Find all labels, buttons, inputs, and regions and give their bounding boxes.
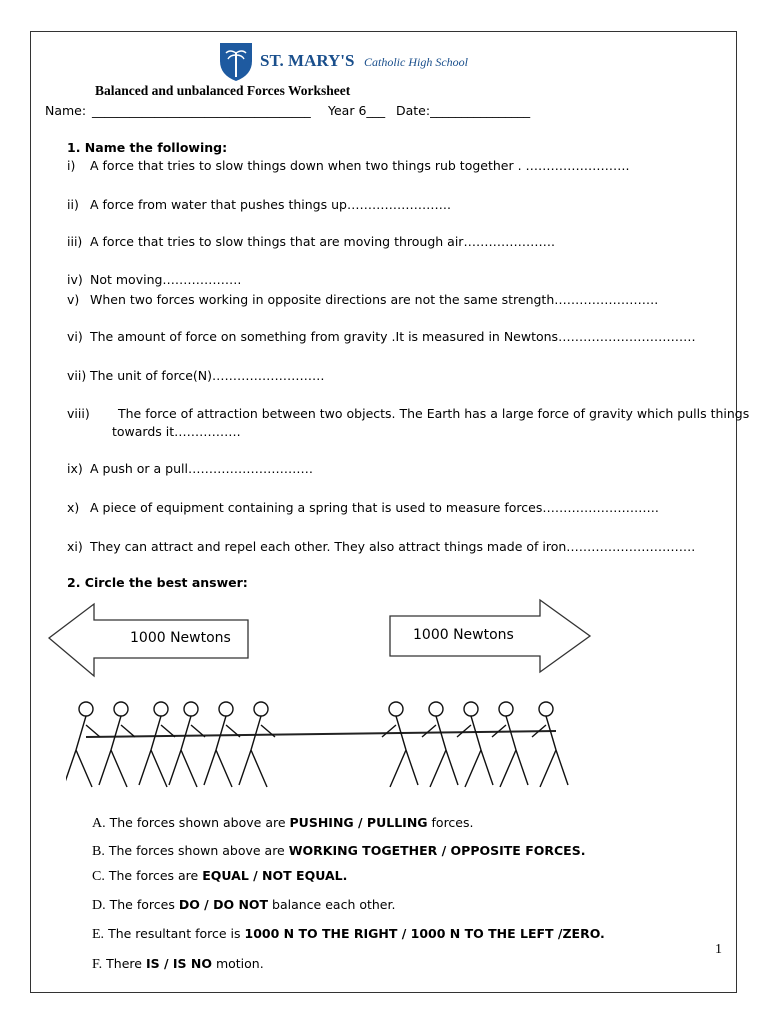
question-text[interactable]: A force that tries to slow things that are moving through air…………………. bbox=[90, 234, 555, 249]
name-field[interactable]: ___________________________________ bbox=[92, 103, 311, 118]
person-figure bbox=[457, 716, 493, 787]
answer-text-end: motion. bbox=[211, 956, 264, 971]
question-text[interactable]: A force from water that pushes things up……………………. bbox=[90, 197, 451, 212]
answer-choices: IS / IS NO bbox=[145, 956, 212, 971]
answer-choices: DO / DO NOT bbox=[178, 897, 269, 912]
question-number: viii) bbox=[67, 406, 90, 421]
year-field[interactable]: Year 6___ bbox=[328, 103, 386, 118]
person-figure bbox=[204, 716, 240, 787]
person-figure bbox=[139, 716, 175, 787]
question-text[interactable]: They can attract and repel each other. They also attract things made of iron…………………………. bbox=[90, 539, 696, 554]
answer-text: The forces are bbox=[108, 868, 203, 883]
question-number: xi) bbox=[67, 539, 83, 554]
left-arrow-label: 1000 Newtons bbox=[130, 630, 231, 646]
question-number: v) bbox=[67, 292, 80, 307]
tug-of-war-illustration bbox=[66, 695, 576, 800]
answer-text: There bbox=[106, 956, 146, 971]
answer-text: The forces bbox=[109, 897, 179, 912]
person-figure bbox=[492, 716, 528, 787]
person-figure bbox=[382, 716, 418, 787]
answer-option[interactable] bbox=[92, 956, 264, 973]
right-arrow-label: 1000 Newtons bbox=[413, 627, 514, 643]
question-number: i) bbox=[67, 158, 76, 173]
answer-text: The forces shown above are bbox=[109, 815, 290, 830]
question-text[interactable]: The unit of force(N)……………………… bbox=[90, 368, 325, 383]
answer-letter: C. bbox=[92, 869, 105, 884]
answer-text: The resultant force is bbox=[108, 926, 245, 941]
person-head bbox=[464, 702, 478, 716]
person-figure bbox=[66, 716, 100, 787]
question-number: ii) bbox=[67, 197, 79, 212]
answer-text-end: balance each other. bbox=[268, 897, 396, 912]
person-figure bbox=[532, 716, 568, 787]
answer-letter: F. bbox=[92, 957, 103, 972]
person-figure bbox=[169, 716, 205, 787]
question-number: iii) bbox=[67, 234, 83, 249]
person-figure bbox=[99, 716, 135, 787]
answer-option[interactable] bbox=[92, 897, 395, 914]
person-figure bbox=[422, 716, 458, 787]
worksheet-title: Balanced and unbalanced Forces Worksheet bbox=[95, 83, 351, 98]
question-number: vi) bbox=[67, 329, 83, 344]
page-number: 1 bbox=[715, 942, 722, 957]
question-text-continued[interactable]: towards it……………. bbox=[112, 424, 241, 439]
question-text[interactable]: A piece of equipment containing a spring that is used to measure forces………………………. bbox=[90, 500, 659, 515]
answer-letter: B. bbox=[92, 844, 105, 859]
person-head bbox=[219, 702, 233, 716]
person-head bbox=[254, 702, 268, 716]
person-figure bbox=[239, 716, 275, 787]
school-name: ST. MARY'S bbox=[260, 51, 355, 70]
question-text[interactable]: Not moving………………. bbox=[90, 272, 242, 287]
person-head bbox=[114, 702, 128, 716]
question-number: ix) bbox=[67, 461, 83, 476]
answer-choices: WORKING TOGETHER / OPPOSITE FORCES. bbox=[288, 843, 586, 858]
school-tagline: Catholic High School bbox=[364, 55, 468, 69]
school-crest-icon bbox=[218, 41, 254, 83]
person-head bbox=[154, 702, 168, 716]
answer-choices: PUSHING / PULLING bbox=[289, 815, 428, 830]
section1-heading: 1. Name the following: bbox=[67, 140, 228, 155]
name-label: Name: bbox=[45, 103, 87, 118]
question-text[interactable]: The force of attraction between two objects. The Earth has a large force of gravity which pulls things bbox=[118, 406, 750, 421]
person-head bbox=[79, 702, 93, 716]
question-text[interactable]: The amount of force on something from gravity .It is measured in Newtons…………………………… bbox=[90, 329, 696, 344]
answer-option[interactable] bbox=[92, 843, 585, 860]
person-head bbox=[429, 702, 443, 716]
answer-letter: A. bbox=[92, 816, 106, 831]
answer-text-end: forces. bbox=[427, 815, 474, 830]
question-text[interactable]: A force that tries to slow things down when two things rub together . ……………………. bbox=[90, 158, 630, 173]
answer-option[interactable] bbox=[92, 815, 473, 832]
question-number: vii) bbox=[67, 368, 87, 383]
question-text[interactable]: When two forces working in opposite directions are not the same strength……………………. bbox=[90, 292, 659, 307]
question-text[interactable]: A push or a pull………………………… bbox=[90, 461, 313, 476]
person-head bbox=[389, 702, 403, 716]
question-number: x) bbox=[67, 500, 80, 515]
section2-heading: 2. Circle the best answer: bbox=[67, 575, 248, 590]
answer-option[interactable] bbox=[92, 926, 605, 943]
answer-text: The forces shown above are bbox=[108, 843, 289, 858]
person-head bbox=[184, 702, 198, 716]
answer-choices: 1000 N TO THE RIGHT / 1000 N TO THE LEFT /ZERO. bbox=[244, 926, 605, 941]
question-number: iv) bbox=[67, 272, 83, 287]
person-head bbox=[499, 702, 513, 716]
person-head bbox=[539, 702, 553, 716]
answer-letter: E. bbox=[92, 927, 105, 942]
answer-letter: D. bbox=[92, 898, 106, 913]
answer-option[interactable] bbox=[92, 868, 347, 885]
answer-choices: EQUAL / NOT EQUAL. bbox=[202, 868, 348, 883]
date-field[interactable]: Date:________________ bbox=[396, 103, 531, 118]
